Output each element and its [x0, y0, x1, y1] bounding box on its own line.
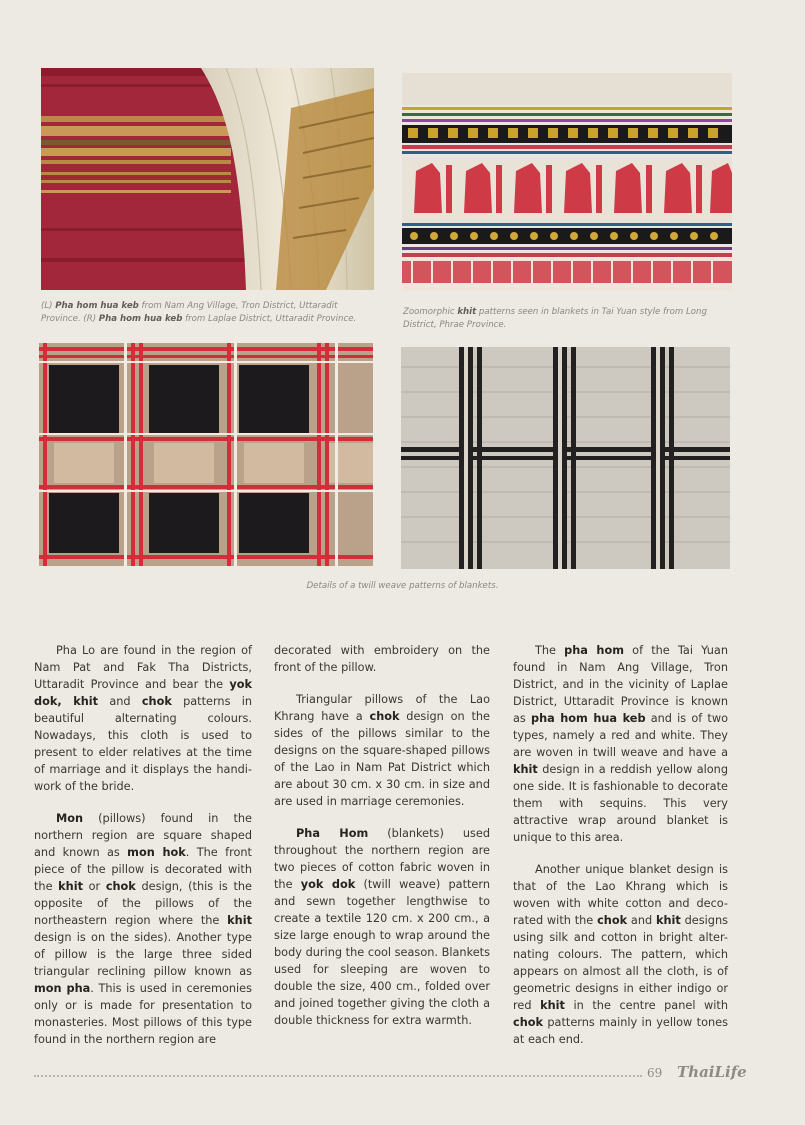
caption-pha-hom-hua-keb: (L) Pha hom hua keb from Nam Ang Village, Tron District, Uttaradit Province. (R) Pha hom hua keb from Laplae District, Uttaradit Province.	[41, 301, 357, 324]
text-column-1	[34, 642, 252, 1063]
paragraph-lao-khrang-blanket: Another unique blanket design is that of the Lao Khrang which is woven with white cotton and deco-rated with the chok and khit designs using silk and cotton in bright alter-nating colours. The pattern, which appears on almost all the cloth, is of geometric designs in either indigo or red khit in the centre panel with chok patterns mainly in yellow tones at each end.	[513, 863, 729, 1046]
paragraph-pha-hom-blankets: Pha Hom (blankets) used throughout the northern region are two pieces of cotton fabric woven in the yok dok (twill weave) pattern and sewn together lengthwise to create a textile 120 cm. x 200 cm., a size large enough to wrap around the body during the cool season. Blankets used for sleeping are woven to double the size, 400 cm., folded over and joined together giving the cloth a double thickness for extra warmth.	[274, 827, 490, 1027]
paragraph-pha-hom-tai-yuan: The pha hom of the Tai Yuan found in Nam Ang Village, Tron District, and in the vicinity of Laplae District, Uttaradit Province is known as pha hom hua keb and is of two types, namely a red and white. They are woven in twill weave and have a khit design in a reddish yellow along one side. It is fashionable to decorate them with sequins. This very attractive wrap around blanket is unique to this area.	[513, 644, 728, 844]
magazine-brand-logo: ThaiLife	[677, 1063, 747, 1081]
paragraph-pha-lo: Pha Lo are found in the region of Nam Pat and Fak Tha Districts, Uttaradit Province and bear the yok dok, khit and chok patterns in beautiful alternating colours. Nowadays, this cloth is used to present to elder relatives at the time of marriage and it displays the handi-work of the bride.	[34, 644, 253, 793]
caption-twill-weave: Details of a twill weave patterns of blankets.	[306, 581, 499, 591]
caption-zoomorphic-khit: Zoomorphic khit patterns seen in blankets in Tai Yuan style from Long District, Phrae Province.	[403, 307, 707, 330]
page-number: 69	[647, 1066, 663, 1080]
footer-dotted-rule	[34, 1075, 642, 1077]
photo-zoomorphic-khit	[402, 73, 732, 291]
photo-red-black-twill-blanket	[39, 343, 373, 566]
text-column-2	[274, 642, 490, 1044]
paragraph-mon-pillows: Mon (pillows) found in the northern region are square shaped and known as mon hok. The front piece of the pillow is decorated with the khit or chok design, (this is the opposite of the pillows of the northeastern region where the khit design is on the sides). Another type of pillow is the large three sided triangular reclining pillow known as mon pha. This is used in ceremonies only or is made for presentation to monasteries. Most pillows of this type found in the northern region are	[34, 812, 252, 1046]
photo-pha-hom-hua-keb	[41, 68, 374, 290]
paragraph-pillow-continued: decorated with embroidery on the front of the pillow.	[274, 644, 490, 674]
paragraph-triangular-pillows: Triangular pillows of the Lao Khrang have a chok design on the sides of the pillows similar to the designs on the square-shaped pillows of the Lao in Nam Pat District which are about 30 cm. x 30 cm. in size and are used in marriage ceremonies.	[274, 693, 490, 808]
photo-white-black-twill-blanket	[401, 347, 730, 569]
text-column-3	[513, 642, 728, 1063]
